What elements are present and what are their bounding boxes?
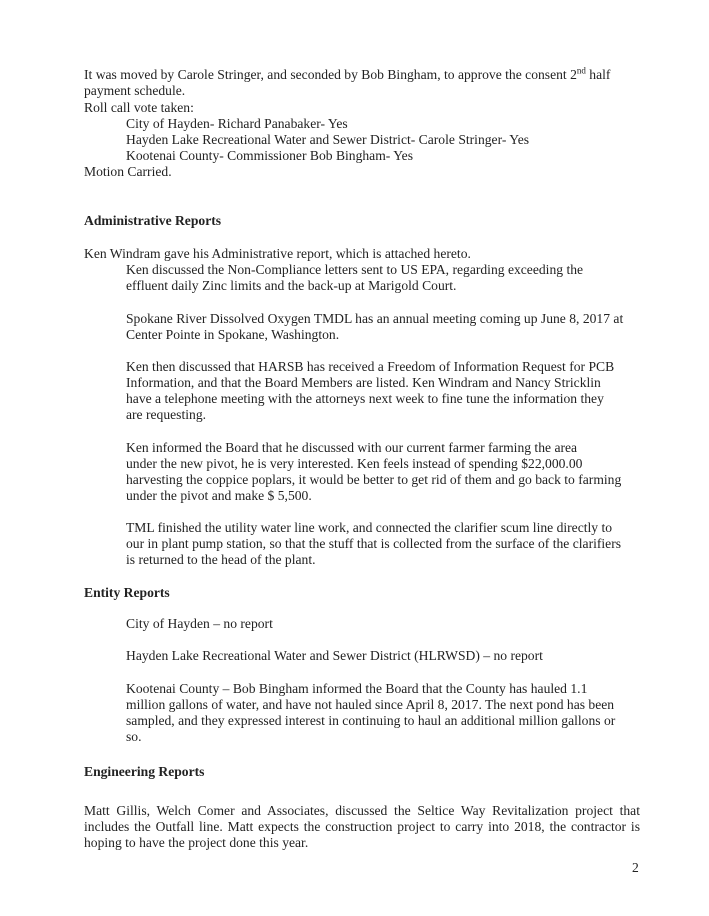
entity-hayden: City of Hayden – no report <box>126 616 273 631</box>
heading-administrative-reports: Administrative Reports <box>84 213 222 228</box>
page-number: 2 <box>632 860 639 875</box>
admin-intro: Ken Windram gave his Administrative report, which is attached hereto. <box>84 246 471 261</box>
admin-para5-line3: is returned to the head of the plant. <box>126 552 316 567</box>
engineering-line2: includes the Outfall line. Matt expects the construction project to carry into 2018, the contractor is <box>84 819 640 834</box>
motion-text-part-a: It was moved by Carole Stringer, and seconded by Bob Bingham, to approve the consent 2 <box>84 67 577 82</box>
engineering-line3: hoping to have the project done this year. <box>84 835 309 850</box>
entity-kootenai-line1: Kootenai County – Bob Bingham informed the Board that the County has hauled 1.1 <box>126 681 588 696</box>
admin-para1-line2: effluent daily Zinc limits and the back-up at Marigold Court. <box>126 278 457 293</box>
admin-para5-line2: our in plant pump station, so that the stuff that is collected from the surface of the clarifiers <box>126 536 622 551</box>
admin-para4-line2: under the new pivot, he is very interested. Ken feels instead of spending $22,000.00 <box>126 456 583 471</box>
admin-para4-line4: under the pivot and make $ 5,500. <box>126 488 312 503</box>
admin-para4-line3: harvesting the coppice poplars, it would be better to get rid of them and go back to farming <box>126 472 622 487</box>
roll-call-label: Roll call vote taken: <box>84 100 194 115</box>
motion-carried: Motion Carried. <box>84 164 172 179</box>
entity-kootenai-line4: so. <box>126 729 142 744</box>
admin-para5-line1: TML finished the utility water line work, and connected the clarifier scum line directly to <box>126 520 613 535</box>
admin-para2-line1: Spokane River Dissolved Oxygen TMDL has an annual meeting coming up June 8, 2017 at <box>126 311 624 326</box>
engineering-line1: Matt Gillis, Welch Comer and Associates, discussed the Seltice Way Revitalization project that <box>84 803 640 818</box>
entity-kootenai-line2: million gallons of water, and have not hauled since April 8, 2017. The next pond has been <box>126 697 615 712</box>
admin-para3-line3: have a telephone meeting with the attorneys next week to fine tune the information they <box>126 391 604 406</box>
ordinal-superscript: nd <box>576 65 586 76</box>
entity-hlrwsd: Hayden Lake Recreational Water and Sewer District (HLRWSD) – no report <box>126 648 543 663</box>
vote-line-hlrwsd: Hayden Lake Recreational Water and Sewer District- Carole Stringer- Yes <box>126 132 530 147</box>
heading-engineering-reports: Engineering Reports <box>84 764 205 779</box>
admin-para3-line4: are requesting. <box>126 407 207 422</box>
motion-text-part-b: half <box>585 67 611 82</box>
entity-kootenai-line3: sampled, and they expressed interest in continuing to haul an additional million gallons or <box>126 713 616 728</box>
admin-para2-line2: Center Pointe in Spokane, Washington. <box>126 327 340 342</box>
vote-line-hayden: City of Hayden- Richard Panabaker- Yes <box>126 116 348 131</box>
admin-para3-line1: Ken then discussed that HARSB has received a Freedom of Information Request for PCB <box>126 359 615 374</box>
admin-para4-line1: Ken informed the Board that he discussed with our current farmer farming the area <box>126 440 578 455</box>
heading-entity-reports: Entity Reports <box>84 585 170 600</box>
motion-text-line-2: payment schedule. <box>84 83 186 98</box>
vote-line-kootenai: Kootenai County- Commissioner Bob Bingham- Yes <box>126 148 413 163</box>
admin-para3-line2: Information, and that the Board Members are listed. Ken Windram and Nancy Stricklin <box>126 375 601 390</box>
admin-para1-line1: Ken discussed the Non-Compliance letters sent to US EPA, regarding exceeding the <box>126 262 584 277</box>
